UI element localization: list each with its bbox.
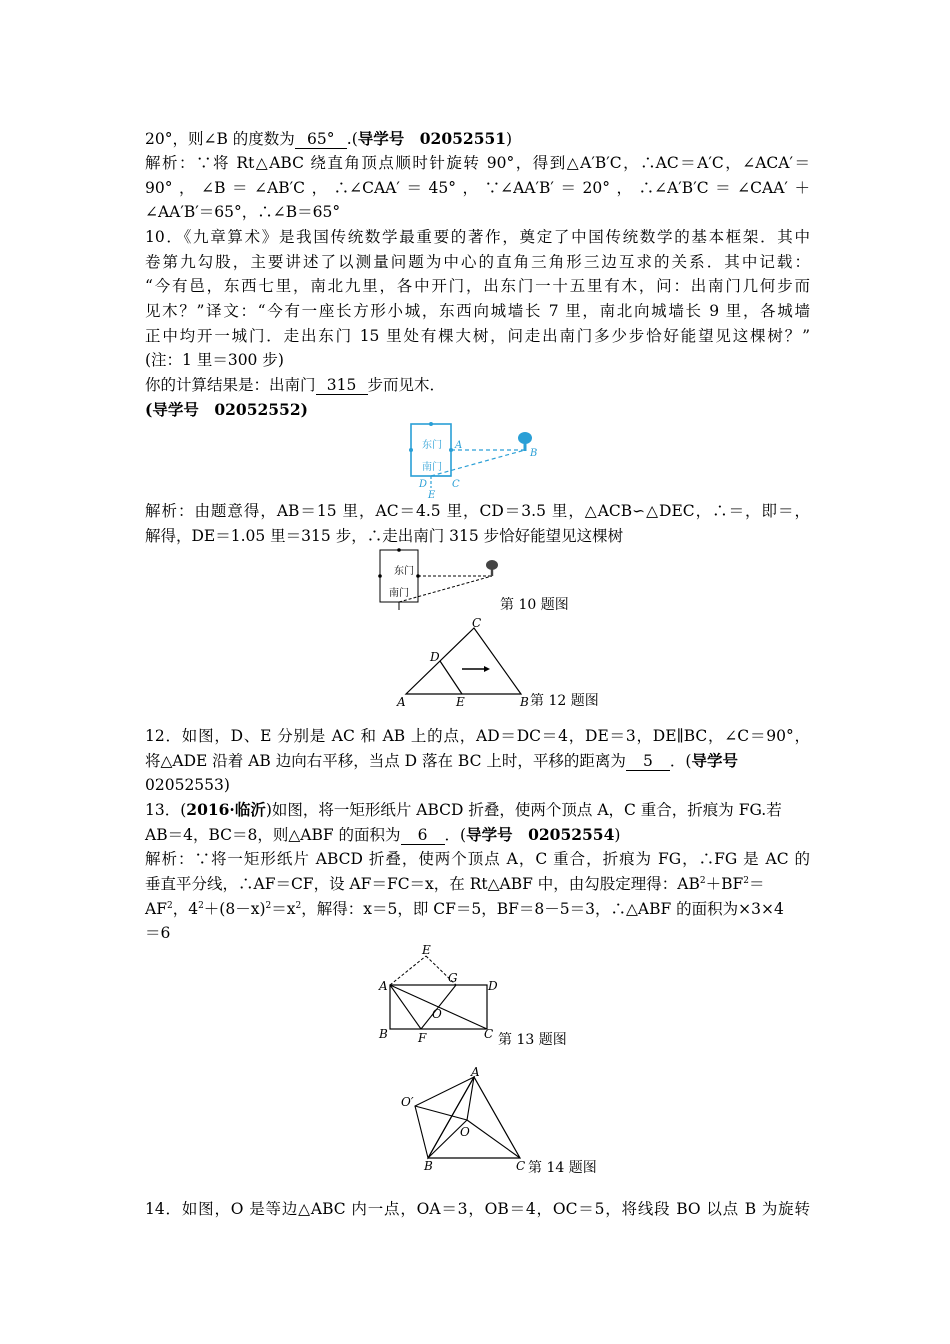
p13-sol3d: ＝x [271,900,296,918]
p13-sol3a: AF [145,900,167,918]
fig14-label-C: C [516,1159,526,1173]
p9-solution-line-1: 解析：∵将 Rt△ABC 绕直角顶点顺时针旋转 90°，得到△A′B′C，∴AC＝A′C，∠ACA′＝ [145,154,810,172]
p10-line-4: 见木？”译文：“今有一座长方形小城，东西向城墙长 7 里，南北向城墙长 9 里，各城墙 [145,302,810,320]
fig13-label-E: E [422,943,431,957]
p13-solution-line-2 [145,872,810,896]
p13-num: 13．( [145,801,187,819]
p13-sup: 2 [295,901,302,911]
p13-sup: 2 [265,901,272,911]
fig13-label-B: B [379,1027,388,1041]
fig12-label-B: B [520,695,529,709]
fig12-label-D: D [430,650,440,664]
fig14-label-O: O [460,1125,470,1139]
fig10a-label-D: D [419,479,428,490]
p13-close: ) [614,826,621,844]
fig13-label-G: G [448,971,458,985]
fig14-label-A: A [471,1065,480,1079]
p12-line-3: 02052553) [145,776,230,794]
p13-line-2 [145,823,810,847]
fig13-label-C: C [484,1027,494,1041]
segment-O'O [415,1106,467,1120]
p10-ref: (导学号 02052552) [145,400,308,419]
fig14-caption: 第 14 题图 [528,1160,597,1176]
fig13-label-D: D [488,979,498,993]
p13-answer: 6 [401,826,445,845]
triangle-BO'A [415,1077,474,1158]
p13-line1-post: )如图，将一矩形纸片 ABCD 折叠，使两个顶点 A，C 重合，折痕为 FG.若 [265,801,782,819]
p10-solution-line-1: 解析：由题意得，AB＝15 里，AC＝4.5 里，CD＝3.5 里，△ACB∽△DEC，∴＝，即＝， [145,502,810,520]
line-E-B [431,450,525,476]
p9-line1-pre: 20°，则∠B 的度数为 [145,130,295,148]
segment-DE [440,661,462,694]
p13-line2-post: ．( [444,826,467,844]
p13-line2-pre: AB＝4，BC＝8，则△ABF 的面积为 [145,826,401,844]
fig12-label-A: A [397,695,406,709]
fig13-label-F: F [418,1031,427,1045]
p10-line-3: “今有邑，东西七里，南北九里，各中开门，出东门一十五里有木，问：出南门几何步而 [145,277,810,295]
p13-sol2c: ＝ [749,875,765,893]
p10-result-pre: 你的计算结果是：出南门 [145,376,316,394]
p13-sup: 2 [198,901,204,911]
p10-result-post: 步而见木． [367,376,446,394]
fig10a-label-C: C [452,479,460,490]
fig10-caption: 第 10 题图 [500,597,569,613]
fig10b-east-gate-label: 东门 [394,566,414,577]
p12-ref: 导学号 [691,751,738,770]
p13-sup: 2 [699,876,706,886]
tree-icon-plain [486,560,498,576]
fig10a-label-E: E [428,490,436,500]
figure-10-plain [370,546,510,616]
fig10a-east-gate-label: 东门 [422,440,442,451]
p13-sol2-text: 垂直平分线，∴AF＝CF，设 AF＝FC＝x，在 Rt△ABF 中，由勾股定理得：AB [145,875,700,893]
fig12-label-C: C [472,618,482,630]
p13-sol3e: ，解得：x＝5，即 CF＝5，BF＝8－5＝3，∴△ABF 的面积为×3×4 [301,900,784,918]
p10-line-5: 正中均开一城门．走出东门 15 里处有棵大树，问走出南门多少步恰好能望见这棵树？” [145,327,810,345]
p13-solution-line-1: 解析：∵将一矩形纸片 ABCD 折叠，使两个顶点 A，C 重合，折痕为 FG，∴FG 是 AC 的 [145,850,810,868]
p12-answer: 5 [626,752,670,771]
p14-line-1: 14．如图，O 是等边△ABC 内一点，OA＝3，OB＝4，OC＝5，将线段 BO 以点 B 为旋转 [145,1200,810,1218]
fig10a-label-A: A [455,440,463,451]
triangle-ABC [428,1077,520,1158]
fig13-label-O: O [432,1007,442,1021]
p10-line-2: 卷第九勾股，主要讲述了以测量问题为中心的直角三角形三边互求的关系．其中记载： [145,253,810,271]
p13-source: 2016·临沂 [186,800,266,819]
triangle-ABC [406,628,521,694]
p13-line-1 [145,798,810,822]
p9-line1-post: .( [346,130,358,148]
p10-answer: 315 [316,376,368,395]
p13-solution-line-3 [145,897,810,921]
p10-result-line [145,373,810,397]
p9-ref: 导学号 02052551 [357,129,507,148]
north-gate-dot [429,422,433,426]
figure-12 [392,618,537,710]
p12-line-2 [145,749,810,773]
p9-answer-line [145,127,810,151]
p13-sup: 2 [743,876,750,886]
p9-solution-line-3: ∠AA′B′＝65°，∴∠B＝65° [145,203,341,221]
p9-close: ) [506,130,513,148]
fig12-caption: 第 12 题图 [530,693,599,709]
p13-solution-line-4: ＝6 [145,924,171,942]
p13-sol3c: ＋(8－x) [203,900,266,918]
p9-solution-line-2: 90°，∠B＝∠AB′C，∴∠CAA′＝45°，∵∠AA′B′＝20°，∴∠A′B′C＝∠CAA′＋ [145,179,810,197]
p13-ref: 导学号 02052554 [466,825,615,844]
line-E-B-plain [399,576,492,602]
fig13-label-A: A [379,979,388,993]
west-gate-dot-plain [378,574,382,578]
p13-sol2b: ＋BF [705,875,744,893]
segment-OC [467,1120,520,1158]
p10-line-1: 10．《九章算术》是我国传统数学最重要的著作，奠定了中国传统数学的基本框架．其中 [145,228,810,246]
north-gate-dot-plain [397,548,401,552]
p9-answer: 65° [295,130,347,149]
figure-13 [376,940,506,1045]
arrow-head [484,666,490,672]
fig14-label-O-prime: O′ [401,1095,414,1109]
p12-line2-post: ．( [669,752,692,770]
p13-sup: 2 [166,901,173,911]
fig10a-label-B: B [530,448,538,459]
fig12-label-E: E [456,695,465,709]
p10-solution-line-2: 解得，DE＝1.05 里＝315 步，∴走出南门 315 步恰好能望见这棵树 [145,527,624,545]
p12-line-1: 12．如图，D、E 分别是 AC 和 AB 上的点，AD＝DC＝4，DE＝3，DE∥BC，∠C＝90°， [145,727,810,745]
figure-10-colored [400,420,550,500]
p12-line2-pre: 将△ADE 沿着 AB 边向右平移，当点 D 落在 BC 上时，平移的距离为 [145,752,626,770]
dashed-AE [390,956,426,985]
figure-14 [398,1064,532,1176]
fig10a-south-gate-label: 南门 [422,462,442,473]
p13-sol3b: ，4 [172,900,199,918]
fig10b-south-gate-label: 南门 [389,588,409,599]
p10-line-6: (注：1 里＝300 步) [145,351,284,369]
west-gate-dot [409,448,413,452]
fig14-label-B: B [424,1159,433,1173]
fig13-caption: 第 13 题图 [498,1032,567,1048]
